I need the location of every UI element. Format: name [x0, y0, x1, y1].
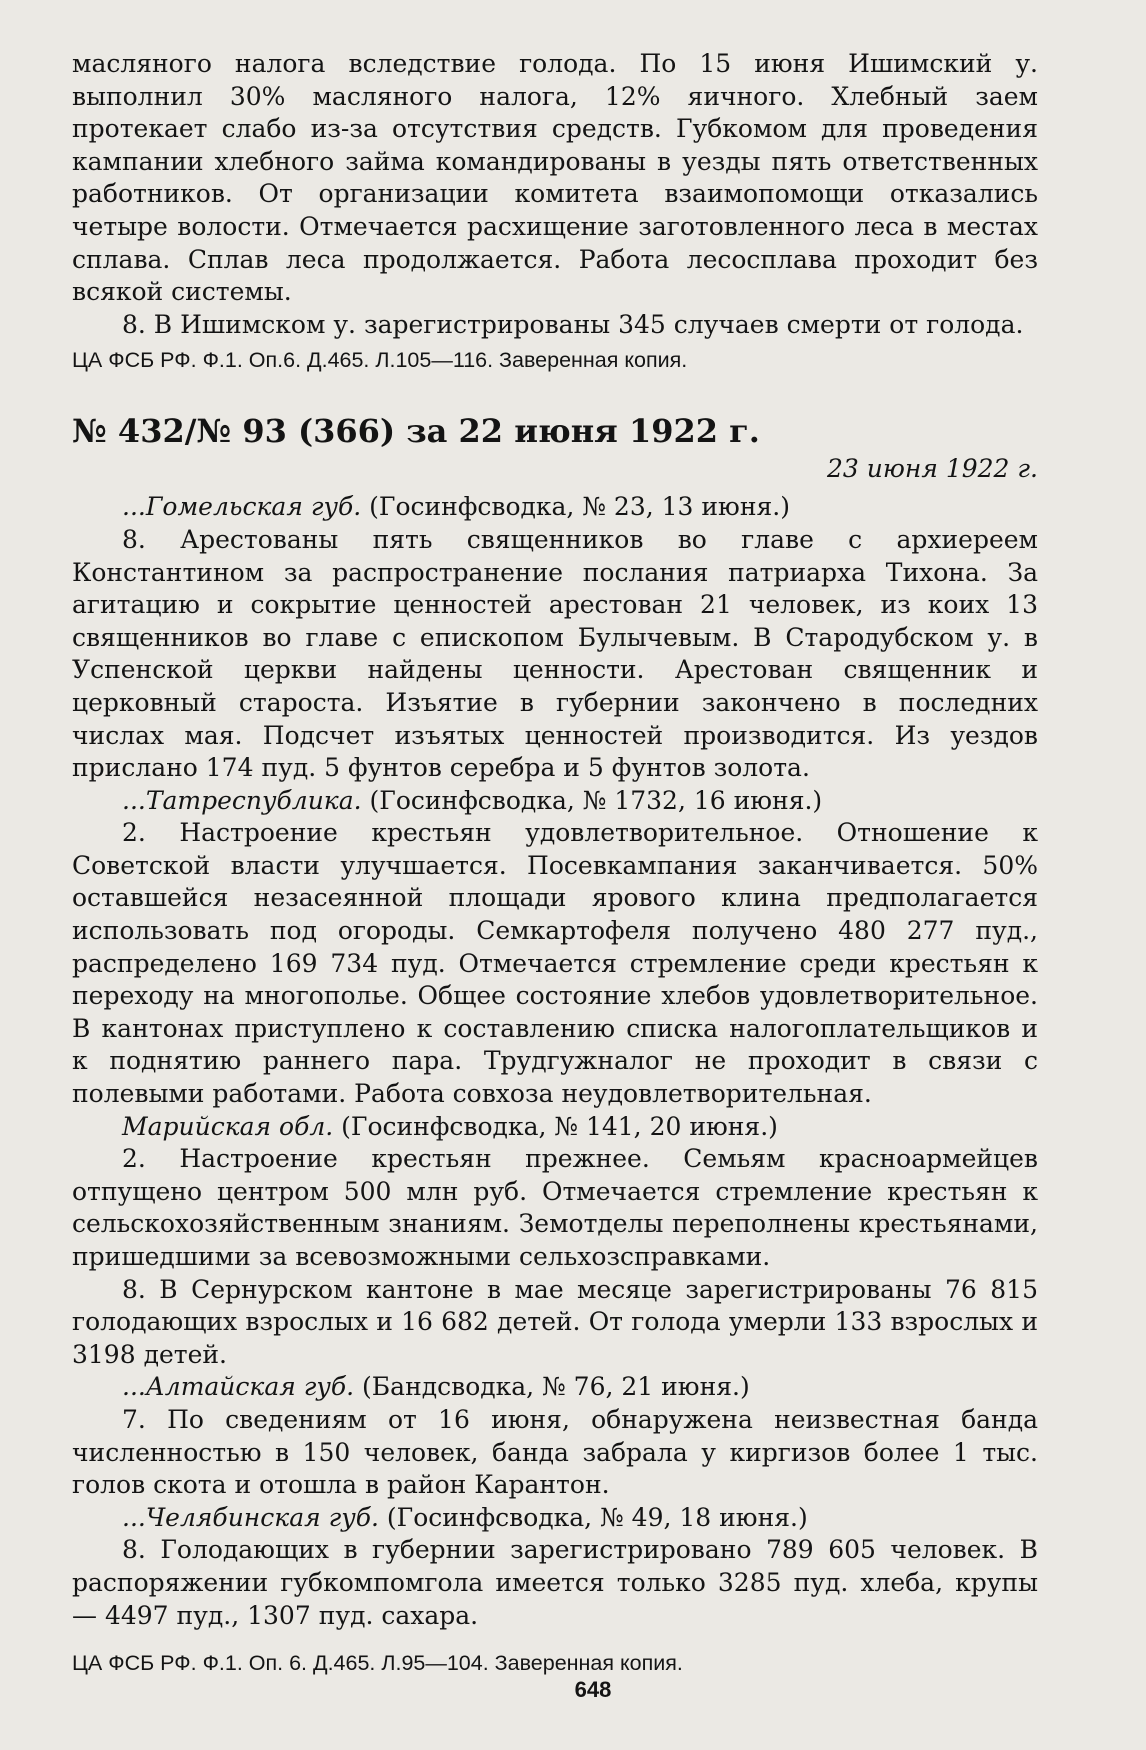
archive-reference: ЦА ФСБ РФ. Ф.1. Оп. 6. Д.465. Л.95—104. Заверенная копия.	[72, 1651, 683, 1676]
entry-source-line	[72, 1111, 1038, 1144]
entry-paragraph: 7. По сведениям от 16 июня, обнаружена неизвестная банда численностью в 150 человек, банда забрала у киргизов более 1 тыс. голов скота и отошла в район Карантон.	[72, 1404, 1038, 1500]
document-date: 23 июня 1922 г.	[827, 454, 1038, 484]
source-citation: (Бандсводка, № 76, 21 июня.)	[354, 1372, 750, 1402]
entry-paragraph: 8. В Сернурском кантоне в мае месяце зарегистрированы 76 815 голодающих взрослых и 16 682 детей. От голода умерли 133 взрослых и 3198 детей.	[72, 1274, 1038, 1369]
entry-paragraph: 2. Настроение крестьян прежнее. Семьям красноармейцев отпущено центром 500 млн руб. Отмечается стремление крестьян к сельскохозяйственным знаниям. Земотделы переполнены крестьянами, пришедшими за всевозможными сельхозсправками.	[72, 1144, 1038, 1271]
paragraph-ishim-deaths: 8. В Ишимском у. зарегистрированы 345 случаев смерти от голода.	[122, 309, 1024, 339]
entry-source-line	[72, 785, 1038, 818]
archive-reference: ЦА ФСБ РФ. Ф.1. Оп.6. Д.465. Л.105—116. Заверенная копия.	[72, 348, 688, 373]
source-citation: (Госинфсводка, № 23, 13 июня.)	[361, 492, 790, 522]
entry-source-line	[72, 1371, 1038, 1404]
source-citation: (Госинфсводка, № 141, 20 июня.)	[333, 1111, 778, 1141]
source-citation: (Госинфсводка, № 1732, 16 июня.)	[361, 785, 823, 815]
document-heading: № 432/№ 93 (366) за 22 июня 1922 г.	[72, 412, 760, 451]
region-name: ...Татреспублика.	[122, 785, 362, 815]
region-name: Марийская обл.	[122, 1111, 334, 1141]
entry-paragraph: 2. Настроение крестьян удовлетворительное. Отношение к Советской власти улучшается. Посевкампания заканчивается. 50% оставшейся незасеянной площади ярового клина предполагается использовать под огороды. Семкартофеля получено 480 277 пуд., распределено 169 734 пуд. Отмечается стремление среди крестьян к переходу на многополье. Общее состояние хлебов удовлетворительное. В кантонах приступлено к составлению списка налогоплательщиков и к поднятию раннего пара. Трудгужналог не проходит в связи с полевыми работами. Работа совхоза неудовлетворительная.	[72, 818, 1038, 1109]
page-number: 648	[574, 1677, 612, 1702]
region-name: ...Гомельская губ.	[122, 492, 362, 522]
entry-source-line	[72, 491, 1038, 524]
entry-paragraph: 8. Арестованы пять священников во главе с архиереем Константином за распространение послания патриарха Тихона. За агитацию и сокрытие ценностей арестован 21 человек, из коих 13 священников во главе с епископом Булычевым. В Стародубском у. в Успенской церкви найдены ценности. Арестован священник и церковный староста. Изъятие в губернии закончено в последних числах мая. Подсчет изъятых ценностей производится. Из уездов прислано 174 пуд. 5 фунтов серебра и 5 фунтов золота.	[72, 524, 1038, 783]
entry-source-line	[72, 1502, 1038, 1535]
paragraph-continuation: масляного налога вследствие голода. По 15 июня Ишимский у. выполнил 30% масляного налога, 12% яичного. Хлебный заем протекает слабо из-за отсутствия средств. Губкомом для проведения кампании хлебного займа командированы в уезды пять ответственных работников. От организации комитета взаимопомощи отказались четыре волости. Отмечается расхищение заготовленного леса в местах сплава. Сплав леса продолжается. Работа лесосплава проходит без всякой системы.	[72, 49, 1038, 307]
source-citation: (Госинфсводка, № 49, 18 июня.)	[378, 1502, 808, 1532]
entry-paragraph: 8. Голодающих в губернии зарегистрировано 789 605 человек. В распоряжении губкомпомгола имеется только 3285 пуд. хлеба, крупы — 4497 пуд., 1307 пуд. сахара.	[72, 1535, 1038, 1630]
region-name: ...Челябинская губ.	[122, 1502, 379, 1532]
region-name: ...Алтайская губ.	[122, 1372, 355, 1402]
